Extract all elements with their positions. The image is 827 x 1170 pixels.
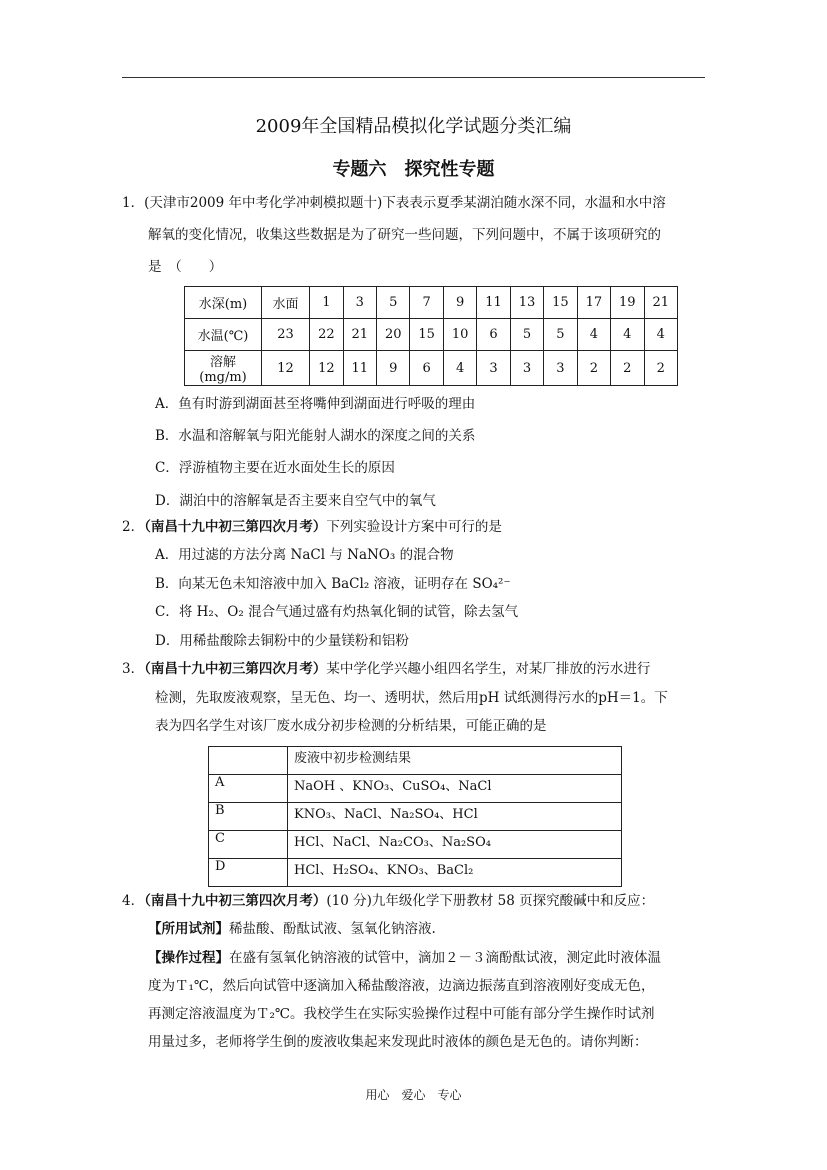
table-cell: 7 xyxy=(410,287,443,319)
top-rule xyxy=(122,77,705,78)
q3-source: （南昌十九中初三第四次月考） xyxy=(144,661,327,677)
q4-process-text: 在盛有氢氧化钠溶液的试管中，滴加２－３滴酚酞试液，测定此时液体温 xyxy=(229,950,661,966)
q1-option-a: A．鱼有时游到湖面甚至将嘴伸到湖面进行呼吸的理由 xyxy=(155,396,476,412)
table-cell: HCl、H₂SO₄、KNO₃、BaCl₂ xyxy=(288,859,622,887)
table-cell: 22 xyxy=(310,319,343,351)
section-title: 专题六 探究性专题 xyxy=(332,159,495,180)
q2-option-d: D．用稀盐酸除去铜粉中的少量镁粉和铝粉 xyxy=(155,633,409,649)
table-cell: 21 xyxy=(644,287,678,319)
table-cell: NaOH 、KNO₃、CuSO₄、NaCl xyxy=(288,775,622,803)
table-cell: 4 xyxy=(644,319,678,351)
table-row xyxy=(209,831,622,859)
document-title: 2009年全国精品模拟化学试题分类汇编 xyxy=(255,116,572,137)
q4-stem: (10 分)九年级化学下册教材 58 页探究酸碱中和反应： xyxy=(326,893,655,909)
table-row xyxy=(185,319,678,351)
q1-data-table xyxy=(184,286,678,386)
table-cell: 2 xyxy=(644,351,678,386)
q4-process-line4: 用量过多，老师将学生倒的废液收集起来发现此时液体的颜色是无色的。请你判断： xyxy=(148,1034,648,1050)
table-cell: 溶解(mg/m) xyxy=(185,351,262,386)
q1-line1: 1．(天津市2009 年中考化学冲刺模拟题十)下表表示夏季某湖泊随水深不同，水温和水中溶 xyxy=(122,195,666,211)
table-cell: 6 xyxy=(410,351,443,386)
table-cell xyxy=(209,747,288,775)
q3-analysis-table xyxy=(208,746,622,887)
table-cell: 2 xyxy=(611,351,644,386)
q2-option-c: C．将 H₂、O₂ 混合气通过盛有灼热氧化铜的试管，除去氢气 xyxy=(155,604,519,620)
table-row xyxy=(209,775,622,803)
table-cell: 10 xyxy=(443,319,476,351)
table-cell: 12 xyxy=(262,351,310,386)
q4-reagents-text: 稀盐酸、酚酞试液、氢氧化钠溶液. xyxy=(229,921,436,937)
table-cell: D xyxy=(209,859,288,887)
q4-process-label: 【操作过程】 xyxy=(148,950,229,966)
table-cell: 1 xyxy=(310,287,343,319)
table-cell: KNO₃、NaCl、Na₂SO₄、HCl xyxy=(288,803,622,831)
table-cell: 5 xyxy=(544,319,577,351)
q2-source: （南昌十九中初三第四次月考） xyxy=(144,519,327,535)
table-cell: B xyxy=(209,803,288,831)
q1-line3: 是 （ ） xyxy=(148,259,223,275)
table-cell: 4 xyxy=(577,319,610,351)
q3-stem: 某中学化学兴趣小组四名学生，对某厂排放的污水进行 xyxy=(326,661,651,677)
table-cell: 5 xyxy=(377,287,410,319)
q2-question: 下列实验设计方案中可行的是 xyxy=(326,519,502,535)
q4-number: 4． xyxy=(122,893,145,909)
table-row xyxy=(209,747,622,775)
table-row xyxy=(185,351,678,386)
table-cell: 15 xyxy=(410,319,443,351)
q3-line3: 表为四名学生对该厂废水成分初步检测的分析结果，可能正确的是 xyxy=(155,718,547,734)
table-cell: 20 xyxy=(377,319,410,351)
table-cell: 15 xyxy=(544,287,577,319)
table-row xyxy=(209,859,622,887)
table-cell: 23 xyxy=(262,319,310,351)
q1-option-b: B．水温和溶解氧与阳光能射人湖水的深度之间的关系 xyxy=(155,428,476,444)
table-cell: 3 xyxy=(544,351,577,386)
table-cell: 水面 xyxy=(262,287,310,319)
table-cell: C xyxy=(209,831,288,859)
table-cell: 4 xyxy=(443,351,476,386)
q2-option-a: A．用过滤的方法分离 NaCl 与 NaNO₃ 的混合物 xyxy=(155,547,454,563)
q4-process-line1 xyxy=(148,943,661,973)
table-cell: 水深(m) xyxy=(185,287,262,319)
q4-reagents xyxy=(148,914,436,944)
table-row xyxy=(185,287,678,319)
q1-option-d: D．湖泊中的溶解氧是否主要来自空气中的氧气 xyxy=(155,493,436,509)
table-cell: 3 xyxy=(510,351,543,386)
table-cell: 12 xyxy=(310,351,343,386)
q4-line1 xyxy=(122,886,654,916)
q4-source: （南昌十九中初三第四次月考） xyxy=(144,893,327,909)
table-cell: 11 xyxy=(343,351,376,386)
table-cell: 19 xyxy=(611,287,644,319)
table-cell: A xyxy=(209,775,288,803)
table-cell: 2 xyxy=(577,351,610,386)
table-cell: HCl、NaCl、Na₂CO₃、Na₂SO₄ xyxy=(288,831,622,859)
q2-option-b: B．向某无色未知溶液中加入 BaCl₂ 溶液，证明存在 SO₄²⁻ xyxy=(155,576,511,592)
table-cell: 6 xyxy=(477,319,510,351)
table-cell: 9 xyxy=(377,351,410,386)
table-cell: 21 xyxy=(343,319,376,351)
q3-line1 xyxy=(122,654,650,684)
table-cell: 4 xyxy=(611,319,644,351)
q2-number: 2． xyxy=(122,519,145,535)
q1-line2: 解氧的变化情况，收集这些数据是为了研究一些问题，下列问题中，不属于该项研究的 xyxy=(148,227,661,243)
table-row xyxy=(209,803,622,831)
q4-process-line3: 再测定溶液温度为Ｔ₂℃。我校学生在实际实验操作过程中可能有部分学生操作时试剂 xyxy=(148,1006,655,1022)
table-cell: 11 xyxy=(477,287,510,319)
table-cell: 水温(℃) xyxy=(185,319,262,351)
q3-number: 3． xyxy=(122,661,145,677)
q1-option-c: C．浮游植物主要在近水面处生长的原因 xyxy=(155,460,395,476)
q4-reagents-label: 【所用试剂】 xyxy=(148,921,229,937)
table-cell: 17 xyxy=(577,287,610,319)
table-cell: 5 xyxy=(510,319,543,351)
q2-stem xyxy=(122,512,502,542)
q4-process-line2: 度为Ｔ₁℃，然后向试管中逐滴加入稀盐酸溶液，边滴边振荡直到溶液刚好变成无色， xyxy=(148,978,655,994)
table-cell: 9 xyxy=(443,287,476,319)
table-cell: 3 xyxy=(343,287,376,319)
table-cell: 3 xyxy=(477,351,510,386)
table-cell: 13 xyxy=(510,287,543,319)
table-header: 废液中初步检测结果 xyxy=(288,747,622,775)
page-footer: 用心 爱心 专心 xyxy=(365,1088,462,1102)
q3-line2: 检测，先取废液观察，呈无色、均一、透明状，然后用pH 试纸测得污水的pH＝1。下 xyxy=(155,690,668,706)
